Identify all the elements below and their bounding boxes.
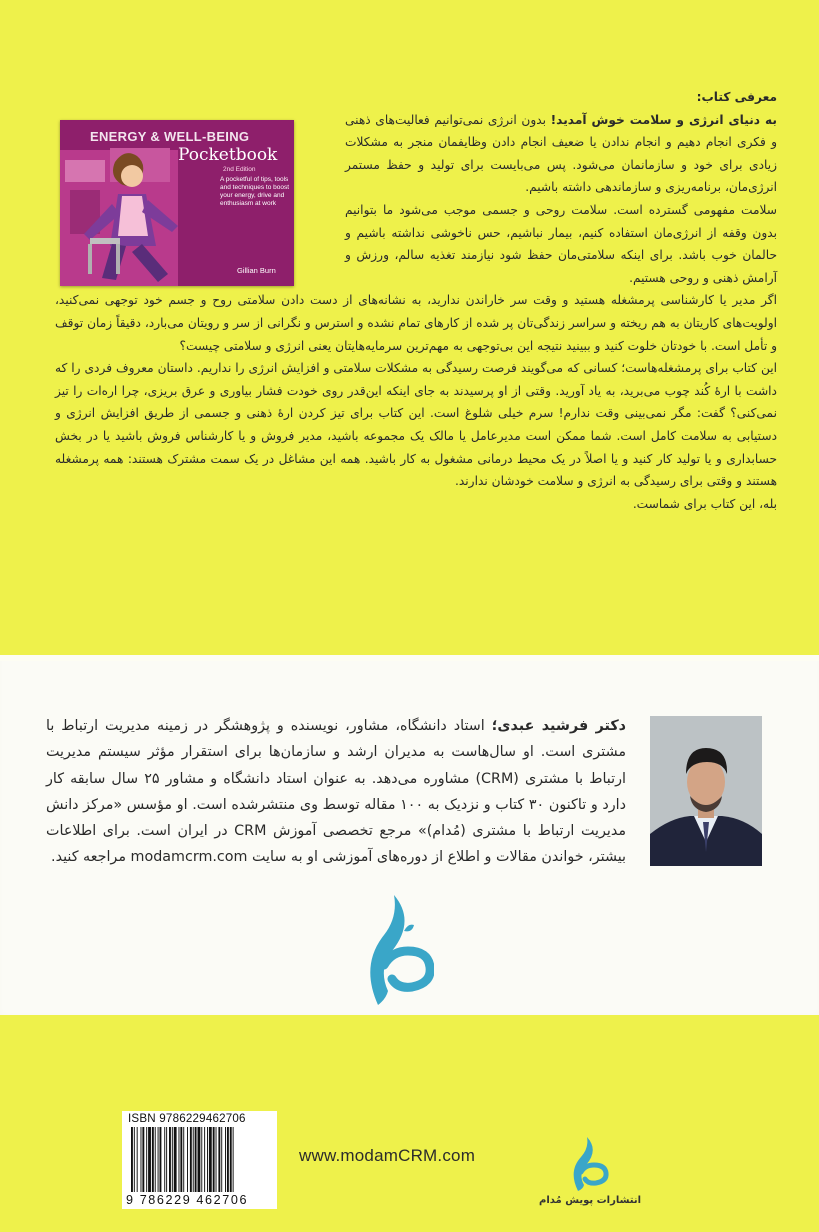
author-website-link[interactable]: modamcrm.com xyxy=(130,849,248,866)
modam-logo-icon xyxy=(360,893,434,1007)
author-photo xyxy=(650,716,762,866)
intro-paragraph-1 xyxy=(55,109,777,199)
intro-paragraph-3: اگر مدیر یا کارشناسی پرمشغله هستید و وقت سر خاراندن ندارید، به نشانه‌های از دست دادن سلامتی روح و جسم خود توجهی نمی‌کنید، اولویت‌های کاریتان به هم ریخته و سراسر زندگی‌تان پر شده از کارهای تمام نشده و استرس و نگرانی از سر و رویتان می‌بارد، دقیقاً زمان توقف و تأمل است. با خودتان خلوت کنید و ببینید نتیجه این بی‌توجهی به مهم‌ترین سرمایه‌هایتان یعنی انرژی و سلامتی چیست؟ xyxy=(55,293,777,353)
intro-lead: به دنیای انرژی و سلامت خوش آمدید! xyxy=(550,112,777,127)
isbn-label: ISBN 9786229462706 xyxy=(128,1112,246,1125)
author-bio-closing: مراجعه کنید. xyxy=(51,849,131,866)
author-name: دکتر فرشید عبدی؛ xyxy=(491,718,626,734)
publisher-logo-icon xyxy=(568,1136,610,1192)
book-introduction xyxy=(55,86,777,515)
intro-paragraph-2: سلامت مفهومی گسترده است. سلامت روحی و جسمی موجب می‌شود ما بتوانیم بدون وقفه از انرژی‌مان استفاده کنیم، بیمار نباشیم، حس ناخوشی نداشته باشیم و حالمان خوب باشد. برای اینکه سلامتی‌مان حفظ شود نیازمند تغذیه سالم، ورزش و آرامش ذهنی و روحی هستیم. xyxy=(345,202,777,285)
cover-title: ENERGY & WELL-BEING xyxy=(90,129,250,144)
author-portrait xyxy=(650,716,762,866)
cover-author: Gillian Burn xyxy=(237,266,276,275)
cover-subtitle: Pocketbook xyxy=(178,145,278,165)
intro-paragraph-4: این کتاب برای پرمشغله‌هاست؛ کسانی که می‌گویند فرصت رسیدگی به مشکلات سلامتی و افزایش انرژی را نداریم. داستان معروف فردی را که داشت با ارهٔ کُند چوب می‌برید، به یاد آورید. وقتی از او پرسیدند به جای اینکه این‌قدر روی خودت فشار بیاوری و عرق بریزی، چرا اره‌ات را تیز نمی‌کنی؟ گفت: مگر نمی‌بینی وقت ندارم! سرم خیلی شلوغ است. این کتاب برای تیز کردن ارهٔ ذهنی و جسمی از طریق افزایش انرژی و دستیابی به سلامت کامل است. شما ممکن است مدیرعامل یا مالک یک مجموعه باشید، مدیر فروش و یا کارشناس فروش باشید یا در بخش حسابداری و یا تولید کار کنید و یا اصلاً در یک محیط درمانی مشغول به کار باشید. همه این مشاغل در یک سمت مشترک هستند: همه پرمشغله هستند و وقتی برای رسیدگی به انرژی و سلامت خودشان ندارند. xyxy=(55,361,777,489)
author-bio-text: استاد دانشگاه، مشاور، نویسنده و پژوهشگر در زمینه مدیریت ارتباط با مشتری است. او سال‌هاست به مدیران ارشد و سازمان‌ها برای استقرار مؤثر سیستم مدیریت ارتباط با مشتری (CRM) مشاوره می‌دهد. به عنوان استاد دانشگاه و مشاور ۲۵ سال سابقه کار دارد و تاکنون ۳۰ کتاب و نزدیک به ۱۰۰ مقاله توسط وی منتشرشده است. او مؤسس «مرکز دانش مدیریت ارتباط با مشتری (مُدام)» مرجع تخصصی آموزش CRM در ایران است. برای اطلاعات بیشتر، خواندن مقالات و اطلاع از دوره‌های آموزشی او به سایت xyxy=(46,718,627,866)
author-bio-paragraph xyxy=(46,713,626,871)
barcode-icon xyxy=(129,1127,270,1192)
author-bio xyxy=(46,713,626,871)
intro-paragraph-5: بله، این کتاب برای شماست. xyxy=(632,496,777,511)
publisher-name: انتشارات پویش مُدام xyxy=(538,1195,642,1206)
intro-heading: معرفی کتاب: xyxy=(696,90,777,104)
publisher-website[interactable]: www.modamCRM.com xyxy=(299,1146,476,1165)
barcode-digits: 9 786229 462706 xyxy=(126,1193,249,1207)
cover-blurb: A pocketful of tips, tools and techniques to boost your energy, drive and enthusiasm at work xyxy=(220,176,290,207)
intro-paragraph-1-text: بدون انرژی نمی‌توانیم فعالیت‌های ذهنی و فکری انجام دهیم و انجام ندادن یا ضعیف انجام دادن وظایفمان منجر به مشکلات زیادی برای خود و سازمانمان می‌شود. پس می‌بایست برای تولید و حفظ مستمر انرژی‌مان، برنامه‌ریزی و سازماندهی داشته باشیم. xyxy=(345,112,777,195)
cover-edition: 2nd Edition xyxy=(223,166,256,173)
